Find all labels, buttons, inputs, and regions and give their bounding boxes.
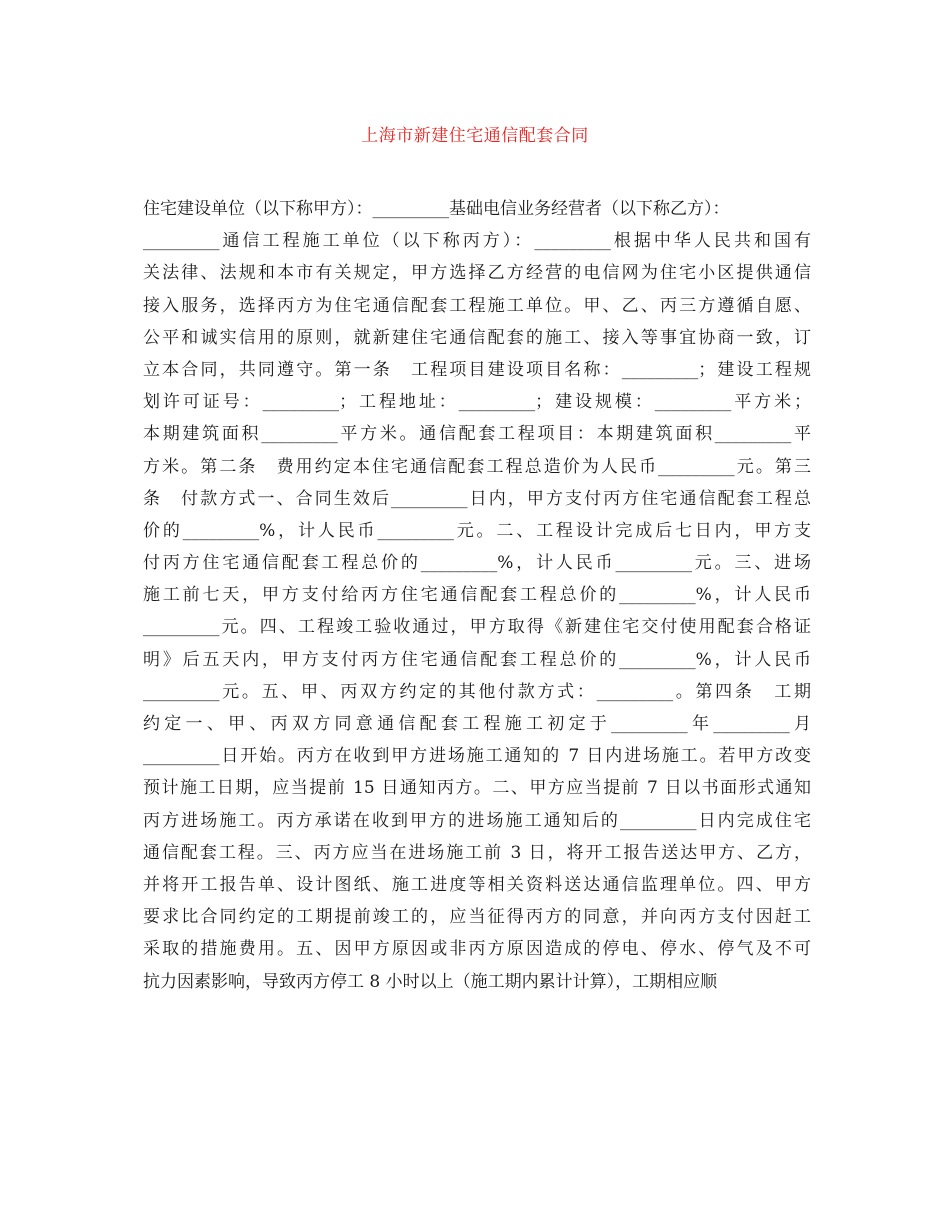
body-line: 约定一、甲、丙双方同意通信配套工程施工初定于_________年_________月 <box>143 714 811 734</box>
body-line: 抗力因素影响，导致丙方停工 8 小时以上（施工期内累计计算），工期相应顺 <box>143 971 718 992</box>
body-line: 通信配套工程。三、丙方应当在进场施工前 3 日，将开工报告送达甲方、乙方， <box>143 842 811 863</box>
body-line: 公平和诚实信用的原则，就新建住宅通信配套的施工、接入等事宜协商一致，订 <box>143 327 811 348</box>
body-line: 施工前七天，甲方支付给丙方住宅通信配套工程总价的_________%，计人民币 <box>143 585 811 606</box>
body-line: _________元。五、甲、丙双方约定的其他付款方式：_________。第四条 工期 <box>143 681 811 702</box>
body-line: 采取的措施费用。五、因甲方原因或非丙方原因造成的停电、停水、停气及不可 <box>143 939 811 960</box>
body-line: _________元。四、工程竣工验收通过，甲方取得《新建住宅交付使用配套合格证 <box>143 617 811 638</box>
body-line: 要求比合同约定的工期提前竣工的，应当征得丙方的同意，并向丙方支付因赶工 <box>143 907 811 928</box>
body-line: 预计施工日期，应当提前 15 日通知丙方。二、甲方应当提前 7 日以书面形式通知 <box>143 778 811 799</box>
body-line: 本期建筑面积_________平方米。通信配套工程项目：本期建筑面积_________平 <box>143 424 811 445</box>
body-line: _________日开始。丙方在收到甲方进场施工通知的 7 日内进场施工。若甲方改变 <box>143 746 811 767</box>
body-line: 关法律、法规和本市有关规定，甲方选择乙方经营的电信网为住宅小区提供通信 <box>143 263 811 284</box>
body-line: 划许可证号：_________；工程地址：_________；建设规模：_________平方米； <box>143 392 811 413</box>
body-line: 住宅建设单位（以下称甲方）：_________基础电信业务经营者（以下称乙方）： <box>143 199 730 219</box>
body-line: _________通信工程施工单位（以下称丙方）：_________根据中华人民共和国有 <box>143 231 811 252</box>
body-line: 丙方进场施工。丙方承诺在收到甲方的进场施工通知后的_________日内完成住宅 <box>143 810 811 831</box>
contract-body <box>143 193 811 998</box>
body-line: 条 付款方式一、合同生效后_________日内，甲方支付丙方住宅通信配套工程总 <box>143 488 811 509</box>
body-line: 接入服务，选择丙方为住宅通信配套工程施工单位。甲、乙、丙三方遵循自愿、 <box>143 295 811 316</box>
document-title: 上海市新建住宅通信配套合同 <box>361 126 589 146</box>
body-line: 立本合同，共同遵守。第一条 工程项目建设项目名称：_________；建设工程规 <box>143 359 811 380</box>
body-line: 价的_________%，计人民币_________元。二、工程设计完成后七日内，甲方支 <box>143 520 811 541</box>
body-line: 付丙方住宅通信配套工程总价的_________%，计人民币_________元。三、进场 <box>143 553 811 574</box>
body-line: 明》后五天内，甲方支付丙方住宅通信配套工程总价的_________%，计人民币 <box>143 649 811 670</box>
body-line: 并将开工报告单、设计图纸、施工进度等相关资料送达通信监理单位。四、甲方 <box>143 874 811 895</box>
body-line: 方米。第二条 费用约定本住宅通信配套工程总造价为人民币_________元。第三 <box>143 456 811 477</box>
